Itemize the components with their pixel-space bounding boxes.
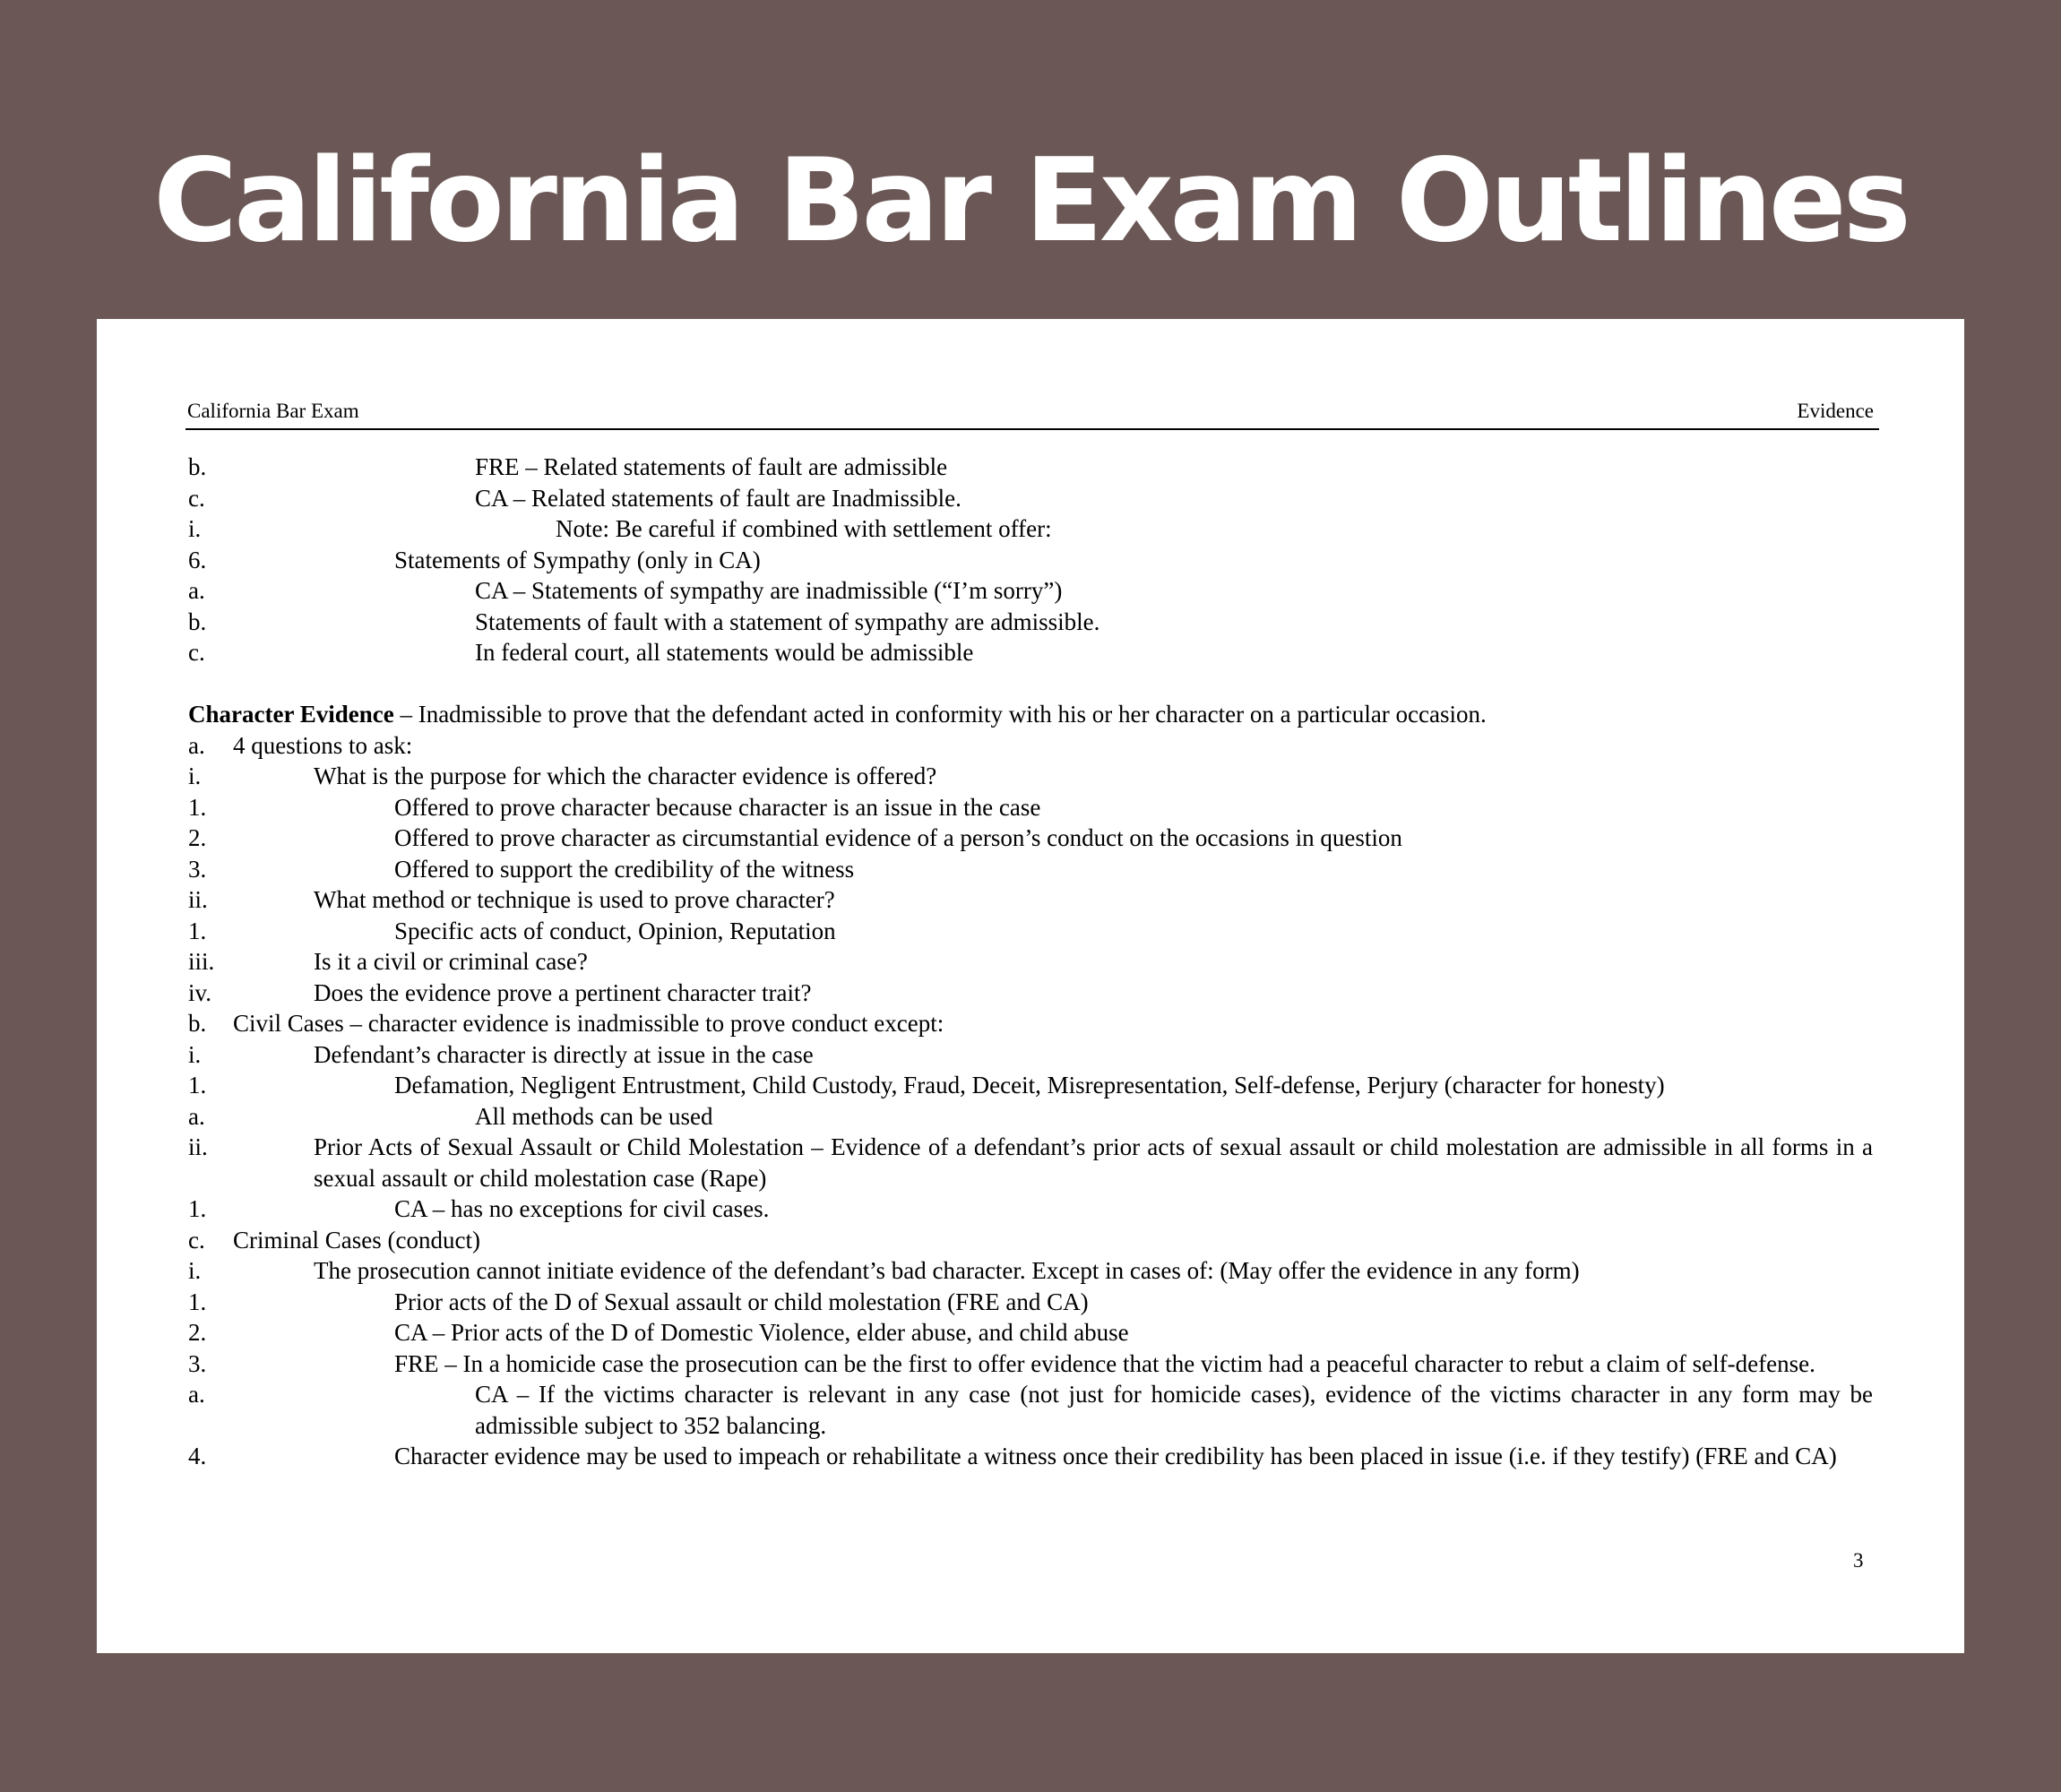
outline-text: Note: Be careful if combined with settlement offer: bbox=[556, 515, 1052, 542]
outline-item bbox=[188, 1132, 1873, 1193]
outline-text: In federal court, all statements would be admissible bbox=[475, 639, 974, 666]
outline-item bbox=[188, 1287, 1873, 1318]
outline-item bbox=[188, 946, 1873, 978]
outline-heading bbox=[188, 699, 1873, 730]
outline-item bbox=[188, 545, 1873, 576]
outline-marker: 4. bbox=[188, 1443, 207, 1469]
outline-marker: b. bbox=[188, 453, 207, 480]
outline-item bbox=[188, 1193, 1873, 1225]
outline-text: Prior acts of the D of Sexual assault or child molestation (FRE and CA) bbox=[394, 1288, 1089, 1315]
outline-marker: 1. bbox=[188, 793, 207, 821]
outline-marker: 2. bbox=[188, 824, 207, 851]
outline-marker: a. bbox=[188, 1102, 205, 1130]
outline-text: Offered to prove character as circumstantial evidence of a person’s conduct on the occasions in question bbox=[394, 824, 1402, 851]
outline-marker: i. bbox=[188, 1040, 202, 1068]
outline-marker: i. bbox=[188, 1257, 202, 1284]
outline-text: Defendant’s character is directly at issue in the case bbox=[314, 1040, 814, 1068]
document-page bbox=[97, 319, 1964, 1653]
outline-marker: iv. bbox=[188, 978, 211, 1006]
outline-marker: i. bbox=[188, 515, 202, 542]
header-right-text: Evidence bbox=[1797, 400, 1874, 422]
outline-text: FRE – Related statements of fault are admissible bbox=[475, 453, 948, 480]
outline-text: Statements of fault with a statement of sympathy are admissible. bbox=[475, 607, 1100, 635]
outline-text: CA – has no exceptions for civil cases. bbox=[394, 1195, 770, 1222]
outline-marker: b. bbox=[188, 1010, 207, 1037]
outline-text: Specific acts of conduct, Opinion, Reputation bbox=[394, 917, 836, 944]
outline-item bbox=[188, 1348, 1873, 1380]
outline-item bbox=[188, 1101, 1873, 1133]
outline-text: Civil Cases – character evidence is inadmissible to prove conduct except: bbox=[233, 1010, 944, 1037]
outline-marker: c. bbox=[188, 1226, 205, 1254]
outline-item bbox=[188, 854, 1873, 885]
outline-text: Character evidence may be used to impeach or rehabilitate a witness once their credibility has been placed in issue (i.e. if they testify) (FRE and CA) bbox=[394, 1443, 1837, 1469]
outline-marker: ii. bbox=[188, 1133, 208, 1160]
outline-item bbox=[188, 761, 1873, 792]
outline-marker: 1. bbox=[188, 1288, 207, 1315]
outline-item bbox=[188, 452, 1873, 483]
outline-text: Is it a civil or criminal case? bbox=[314, 948, 588, 975]
outline-marker: a. bbox=[188, 731, 205, 759]
outline-text: All methods can be used bbox=[475, 1102, 713, 1130]
outline-item bbox=[188, 607, 1873, 638]
outline-text: – Inadmissible to prove that the defendant acted in conformity with his or her character on a particular occasion. bbox=[393, 701, 1487, 728]
outline-marker: a. bbox=[188, 577, 205, 604]
outline-item bbox=[188, 1441, 1873, 1472]
outline-marker: 3. bbox=[188, 1349, 207, 1377]
outline-item bbox=[188, 884, 1873, 916]
outline-text: 4 questions to ask: bbox=[233, 731, 413, 759]
outline-marker: 1. bbox=[188, 917, 207, 944]
outline-item bbox=[188, 575, 1873, 607]
outline-text: The prosecution cannot initiate evidence of the defendant’s bad character. Except in cases of: (May offer the evidence in any form) bbox=[314, 1257, 1580, 1284]
outline-item bbox=[188, 513, 1873, 545]
outline-marker: i. bbox=[188, 762, 202, 789]
outline-marker: c. bbox=[188, 639, 205, 666]
outline-item bbox=[188, 730, 1873, 762]
banner-title: California Bar Exam Outlines bbox=[153, 134, 1908, 268]
page-number: 3 bbox=[1853, 1549, 1864, 1572]
outline-item bbox=[188, 792, 1873, 823]
outline-text: CA – Related statements of fault are Inadmissible. bbox=[475, 484, 962, 512]
outline-text: Offered to support the credibility of the witness bbox=[394, 855, 855, 883]
outline-text: What method or technique is used to prove character? bbox=[314, 886, 835, 913]
outline-item bbox=[188, 823, 1873, 854]
outline-marker: a. bbox=[188, 1381, 205, 1408]
outline-marker: b. bbox=[188, 607, 207, 635]
outline-item bbox=[188, 1317, 1873, 1348]
outline-marker: 3. bbox=[188, 855, 207, 883]
outline-item bbox=[188, 1039, 1873, 1071]
outline-text: Offered to prove character because character is an issue in the case bbox=[394, 793, 1041, 821]
running-header bbox=[185, 398, 1879, 430]
header-left-text: California Bar Exam bbox=[187, 400, 359, 422]
outline-item bbox=[188, 978, 1873, 1009]
section-heading: Character Evidence bbox=[188, 701, 394, 728]
outline-item bbox=[188, 637, 1873, 668]
outline-item bbox=[188, 1379, 1873, 1441]
outline-text: Does the evidence prove a pertinent character trait? bbox=[314, 978, 812, 1006]
outline-marker: ii. bbox=[188, 886, 208, 913]
outline-marker: 1. bbox=[188, 1072, 207, 1098]
outline-item bbox=[188, 483, 1873, 514]
outline-text: Criminal Cases (conduct) bbox=[233, 1226, 480, 1254]
outline-item bbox=[188, 1225, 1873, 1256]
outline-marker: 6. bbox=[188, 546, 207, 573]
outline-text: Statements of Sympathy (only in CA) bbox=[394, 546, 761, 573]
outline-marker: 2. bbox=[188, 1319, 207, 1346]
outline-body bbox=[188, 452, 1873, 1472]
outline-text: CA – If the victims character is relevant in any case (not just for homicide cases), evidence of the victims character in any form may be admissible subject to 352 balancing. bbox=[475, 1381, 1873, 1439]
outline-text: CA – Prior acts of the D of Domestic Violence, elder abuse, and child abuse bbox=[394, 1319, 1129, 1346]
outline-text: CA – Statements of sympathy are inadmissible (“I’m sorry”) bbox=[475, 577, 1063, 604]
outline-item bbox=[188, 1070, 1873, 1101]
outline-marker: c. bbox=[188, 484, 205, 512]
outline-text: Prior Acts of Sexual Assault or Child Molestation – Evidence of a defendant’s prior acts of sexual assault or child molestation are admissible in all forms in a sexual assault or child molestation case (Rape) bbox=[314, 1133, 1873, 1192]
outline-item bbox=[188, 916, 1873, 947]
outline-item bbox=[188, 1255, 1873, 1287]
outline-marker: 1. bbox=[188, 1195, 207, 1222]
outline-item bbox=[188, 1008, 1873, 1039]
outline-text: Defamation, Negligent Entrustment, Child Custody, Fraud, Deceit, Misrepresentation, Self-defense, Perjury (character for honesty) bbox=[394, 1072, 1665, 1098]
outline-text: What is the purpose for which the character evidence is offered? bbox=[314, 762, 937, 789]
outline-text: FRE – In a homicide case the prosecution can be the first to offer evidence that the victim had a peaceful character to rebut a claim of self-defense. bbox=[394, 1349, 1815, 1377]
outline-marker: iii. bbox=[188, 948, 215, 975]
blank-line bbox=[188, 668, 1873, 700]
